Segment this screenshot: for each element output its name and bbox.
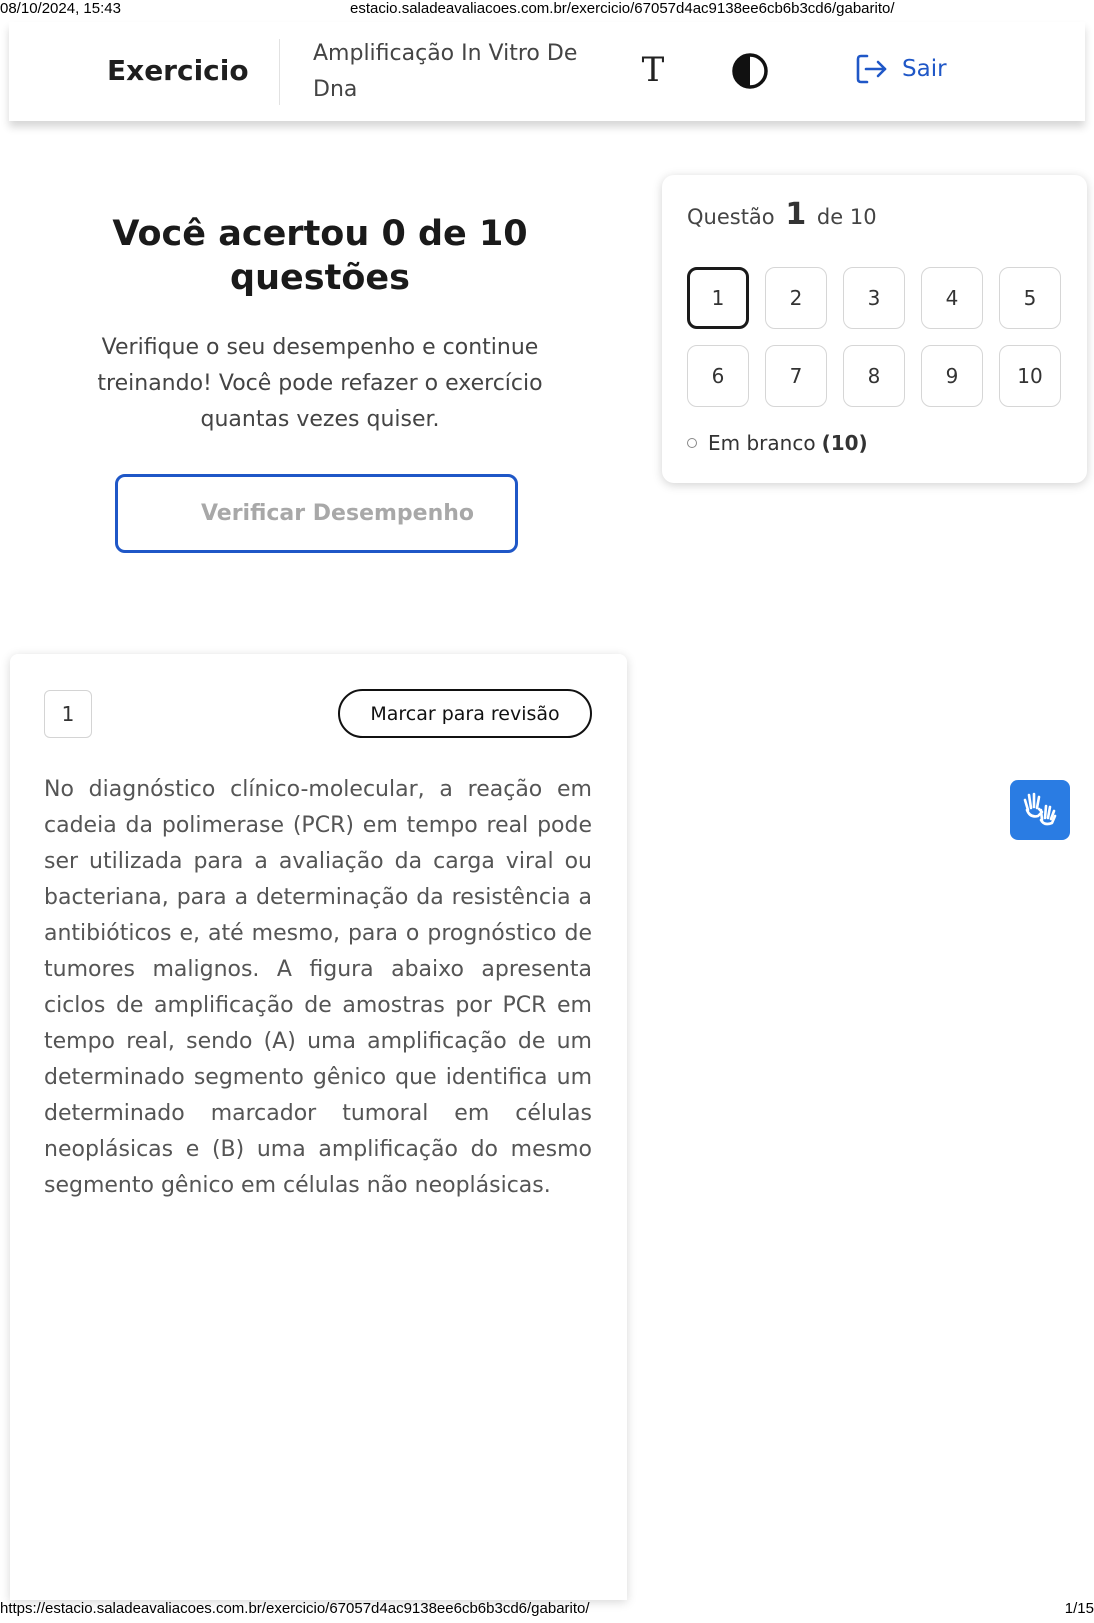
font-size-icon[interactable]: T — [641, 50, 665, 90]
brand-title: Exercicio — [107, 54, 249, 87]
header-divider — [279, 39, 280, 105]
question-button-6[interactable]: 6 — [687, 345, 749, 407]
question-navigator — [662, 175, 1087, 483]
print-url-bottom: https://estacio.saladeavaliacoes.com.br/exercicio/67057d4ac9138ee6cb6b3cd6/gabarito/ — [0, 1600, 590, 1617]
print-page-number: 1/15 — [1064, 1600, 1094, 1617]
result-title: Você acertou 0 de 10 questões — [112, 214, 528, 298]
question-button-3[interactable]: 3 — [843, 267, 905, 329]
mark-for-review-button[interactable]: Marcar para revisão — [338, 689, 592, 738]
navigator-label: Questão — [687, 205, 775, 229]
result-subtitle: Verifique o seu desempenho e continue treinando! Você pode refazer o exercício quantas vezes quiser. — [97, 335, 543, 432]
verify-performance-button[interactable]: Verificar Desempenho — [115, 474, 518, 553]
logout-label: Sair — [902, 56, 947, 82]
question-number-badge: 1 — [44, 690, 92, 738]
question-button-2[interactable]: 2 — [765, 267, 827, 329]
navigator-total: de 10 — [816, 205, 877, 229]
logout-icon — [856, 54, 888, 84]
question-button-10[interactable]: 10 — [999, 345, 1061, 407]
question-button-4[interactable]: 4 — [921, 267, 983, 329]
blank-legend-count: (10) — [821, 431, 868, 455]
navigator-heading — [687, 197, 877, 232]
question-button-9[interactable]: 9 — [921, 345, 983, 407]
blank-legend-label: Em branco — [708, 431, 816, 455]
blank-circle-icon — [687, 438, 697, 448]
blank-legend — [687, 431, 868, 455]
question-text: No diagnóstico clínico-molecular, a reação em cadeia da polimerase (PCR) em tempo real pode ser utilizada para a avaliação da carga viral ou bacteriana, para a determinação da resistência a antibióticos e, até mesmo, para o prognóstico de tumores malignos. A figura abaixo apresenta ciclos de amplificação de amostras por PCR em tempo real, sendo (A) uma amplificação de um determinado segmento gênico que identifica um determinado marcador tumoral em células neoplásicas e (B) uma amplificação do mesmo segmento gênico em células não neoplásicas. — [44, 777, 592, 1198]
question-button-5[interactable]: 5 — [999, 267, 1061, 329]
sign-language-icon — [1020, 788, 1060, 832]
print-datetime: 08/10/2024, 15:43 — [0, 0, 121, 17]
question-button-8[interactable]: 8 — [843, 345, 905, 407]
app-header — [9, 22, 1085, 121]
question-button-7[interactable]: 7 — [765, 345, 827, 407]
question-grid — [687, 267, 1077, 407]
question-card — [10, 654, 627, 1600]
sign-language-button[interactable] — [1010, 780, 1070, 840]
question-button-1[interactable]: 1 — [687, 267, 749, 329]
logout-button[interactable] — [856, 54, 947, 84]
contrast-icon[interactable] — [731, 52, 769, 90]
subject-title: Amplificação In Vitro De Dna — [313, 41, 578, 102]
print-url-top: estacio.saladeavaliacoes.com.br/exercicio/67057d4ac9138ee6cb6b3cd6/gabarito/ — [350, 0, 895, 17]
navigator-current: 1 — [785, 197, 807, 232]
